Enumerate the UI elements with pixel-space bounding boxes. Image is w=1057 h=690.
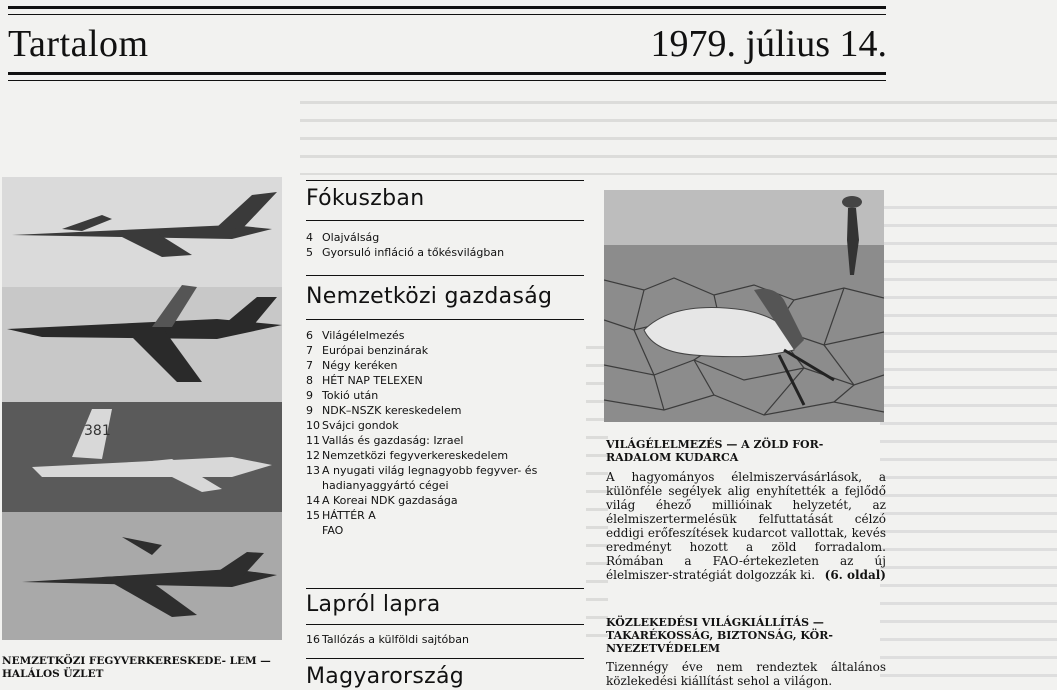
- section-rule: [306, 588, 584, 589]
- toc-item[interactable]: [306, 418, 586, 433]
- article-body-kozlekedesi: Tizennégy éve nem rendeztek általános közlekedési kiállítást sehol a világon.: [606, 660, 886, 688]
- toc-item-title: HÉT NAP TELEXEN: [322, 374, 423, 387]
- toc-item-title: Vallás és gazdaság: Izrael: [322, 434, 464, 447]
- page-title: Tartalom: [8, 23, 149, 65]
- toc-item-title: HÁTTÉR A FAO: [322, 509, 376, 537]
- toc-item[interactable]: [306, 358, 586, 373]
- toc-item-page: 16: [306, 633, 320, 646]
- toc-item-title: A nyugati világ legnagyobb fegyver- és hadianyaggyártó cégei: [322, 464, 538, 492]
- toc-item[interactable]: [306, 463, 586, 493]
- toc-item-page: 4: [306, 231, 313, 244]
- toc-list-laprol-lapra: [306, 632, 586, 647]
- svg-text:381: 381: [84, 423, 111, 439]
- issue-date: 1979. július 14.: [650, 23, 887, 65]
- toc-item-title: Világélelmezés: [322, 329, 405, 342]
- toc-item-title: Európai benzinárak: [322, 344, 429, 357]
- toc-item[interactable]: [306, 343, 586, 358]
- section-rule: [306, 275, 584, 276]
- toc-item-page: 11: [306, 434, 320, 447]
- article-body-vilagelelmezes: [606, 470, 886, 582]
- jets-photo-caption: NEMZETKÖZI FEGYVERKERESKEDE- LEM — HALÁLOS ÜZLET: [2, 655, 271, 680]
- section-title-nemzetkozi-gazdasag: Nemzetközi gazdaság: [306, 284, 553, 309]
- header-rule-bottom: [8, 72, 886, 75]
- toc-item-page: 6: [306, 329, 313, 342]
- bleed-through-texture-right: [880, 200, 1057, 690]
- toc-item-page: 10: [306, 419, 320, 432]
- section-title-magyarorszag: Magyarország: [306, 664, 465, 689]
- toc-item[interactable]: [306, 230, 586, 245]
- article-title-kozlekedesi: KÖZLEKEDÉSI VILÁGKIÁLLÍTÁS — TAKARÉKOSSÁG, BIZTONSÁG, KÖR- NYEZETVÉDELEM: [606, 616, 833, 655]
- header-rule-top-thin: [8, 14, 886, 15]
- article-title-vilagelelmezes: VILÁGÉLELMEZÉS — A ZÖLD FOR- RADALOM KUDARCA: [606, 438, 824, 464]
- toc-item-title: Gyorsuló infláció a tőkésvilágban: [322, 246, 505, 259]
- article-page-ref[interactable]: (6. oldal): [824, 568, 886, 582]
- toc-item-title: A Koreai NDK gazdasága: [322, 494, 458, 507]
- header-rule-top: [8, 6, 886, 9]
- section-rule: [306, 180, 584, 181]
- header-rule-bottom-thin: [8, 80, 886, 81]
- section-rule: [306, 220, 584, 221]
- toc-item-page: 15: [306, 509, 320, 522]
- toc-item-title: Svájci gondok: [322, 419, 399, 432]
- bleed-through-texture: [300, 95, 1057, 175]
- section-title-laprol-lapra: Lapról lapra: [306, 592, 441, 617]
- toc-item-page: 14: [306, 494, 320, 507]
- toc-item-title: Tallózás a külföldi sajtóban: [322, 633, 469, 646]
- toc-item-page: 8: [306, 374, 313, 387]
- toc-item-page: 7: [306, 344, 313, 357]
- toc-item-title: NDK–NSZK kereskedelem: [322, 404, 462, 417]
- section-title-fokuszban: Fókuszban: [306, 186, 425, 211]
- toc-item[interactable]: [306, 508, 586, 538]
- section-rule: [306, 658, 584, 659]
- toc-item[interactable]: [306, 403, 586, 418]
- toc-item[interactable]: [306, 388, 586, 403]
- toc-item[interactable]: [306, 245, 586, 260]
- toc-item-page: 12: [306, 449, 320, 462]
- section-rule: [306, 319, 584, 320]
- jets-photo: [2, 177, 282, 640]
- toc-item-title: Négy keréken: [322, 359, 398, 372]
- toc-list-nemzetkozi-gazdasag: [306, 328, 586, 538]
- article-text: A hagyományos élelmiszervásárlások, a különféle segélyek alig enyhítették a fejlődő világ éhező millióinak helyzetét, az élelmiszertermelésük felfuttatását célzó eddigi erőfeszítések kudarcot vallottak, kevés eredményt hozott a zöld forradalom. Rómában a FAO-értekezleten az új élelmiszer-stratégiát dolgozzák ki.: [606, 470, 886, 582]
- toc-item[interactable]: [306, 493, 586, 508]
- drought-photo: [604, 190, 884, 422]
- toc-item[interactable]: [306, 328, 586, 343]
- toc-item-page: 9: [306, 404, 313, 417]
- toc-item-title: Tokió után: [322, 389, 379, 402]
- toc-list-fokuszban: [306, 230, 586, 260]
- toc-item[interactable]: [306, 433, 586, 448]
- toc-item-page: 9: [306, 389, 313, 402]
- toc-item[interactable]: [306, 448, 586, 463]
- toc-item[interactable]: [306, 373, 586, 388]
- toc-item-page: 5: [306, 246, 313, 259]
- toc-item[interactable]: [306, 632, 586, 647]
- toc-item-page: 13: [306, 464, 320, 477]
- toc-item-title: Olajválság: [322, 231, 380, 244]
- toc-item-page: 7: [306, 359, 313, 372]
- section-rule: [306, 624, 584, 625]
- toc-item-title: Nemzetközi fegyverkereskedelem: [322, 449, 509, 462]
